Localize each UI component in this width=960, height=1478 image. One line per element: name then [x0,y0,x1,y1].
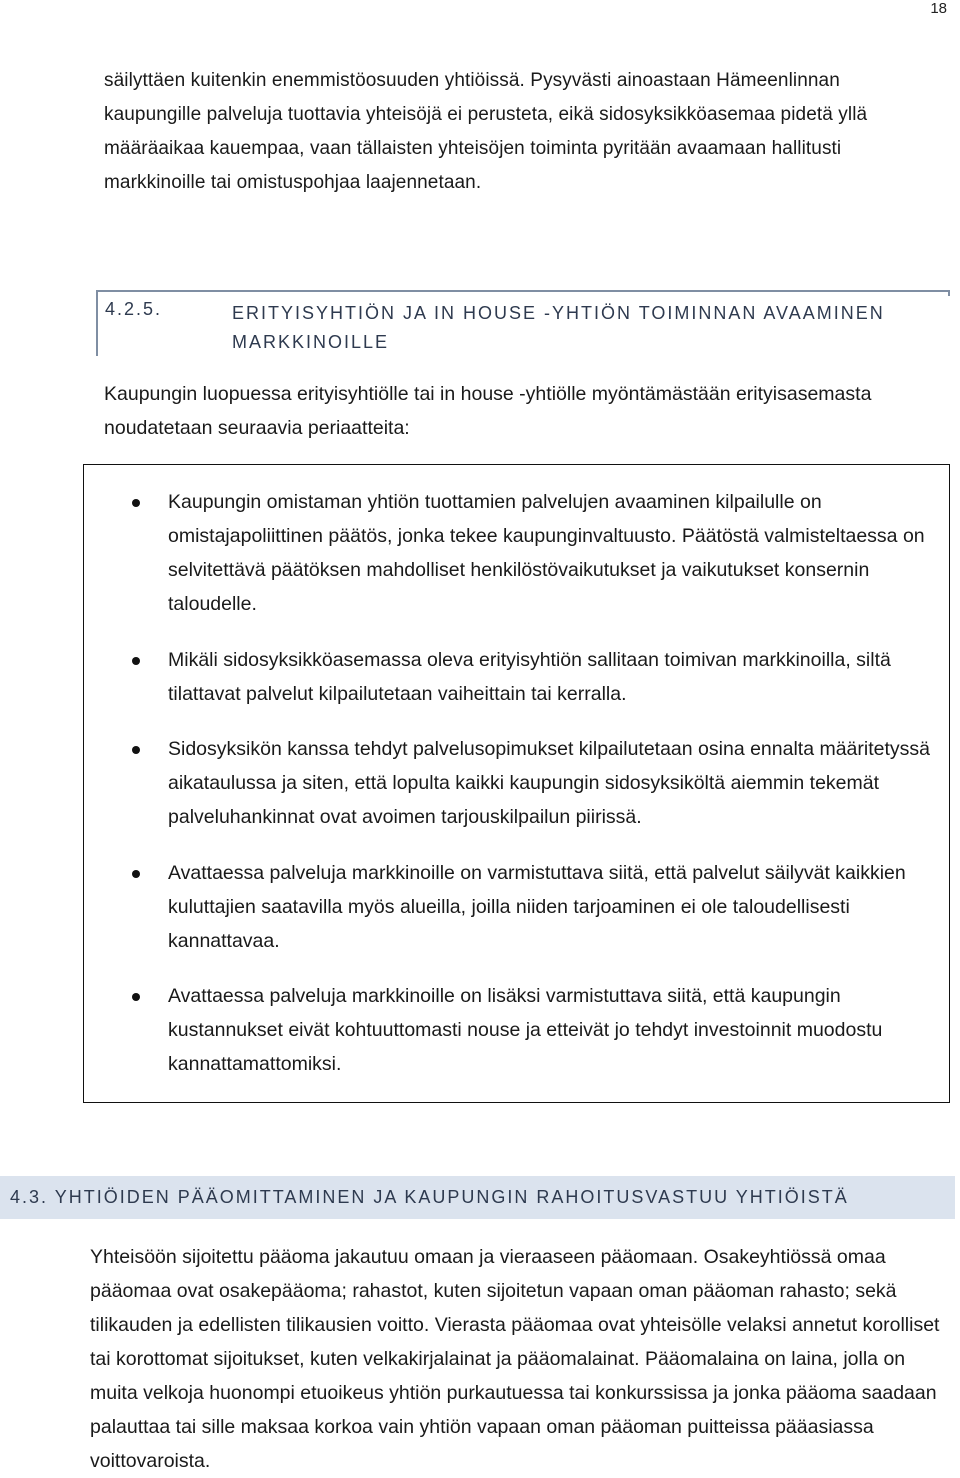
list-item-text: Avattaessa palveluja markkinoille on lisäksi varmistuttava siitä, että kaupungin kustannukset eivät kohtuuttomasti nouse ja etteivät jo tehdyt investoinnit muodostu kannattamattomiksi. [168,985,883,1075]
intro-paragraph: säilyttäen kuitenkin enemmistöosuuden yhtiöissä. Pysyvästi ainoastaan Hämeenlinnan kaupungille palveluja tuottavia yhteisöjä ei perusteta, eikä sidosyksikköasemaa pidetä yllä määräaikaa kauempaa, vaan tällaisten yhteisöjen toiminta pyritään avaamaan hallitusti markkinoille tai omistuspohjaa laajennetaan. [104,70,868,193]
list-item [168,643,938,711]
principles-box [83,464,950,1103]
list-item [168,732,938,834]
list-item [168,485,938,621]
bullet-icon [132,870,140,878]
list-item-text: Kaupungin omistaman yhtiön tuottamien palvelujen avaaminen kilpailulle on omistajapoliittinen päätös, jonka tekee kaupunginvaltuusto. Päätöstä valmisteltaessa on selvitettävä päätöksen mahdolliset henkilöstövaikutukset ja vaikutukset konsernin taloudelle. [168,491,925,615]
heading-border-cap [948,290,950,296]
section-4-3-heading: 4.3. YHTIÖIDEN PÄÄOMITTAMINEN JA KAUPUNGIN RAHOITUSVASTUU YHTIÖISTÄ [10,1187,849,1207]
page-number: 18 [930,0,947,17]
bullet-icon [132,657,140,665]
list-item-text: Sidosyksikön kanssa tehdyt palvelusopimukset kilpailutetaan osina ennalta määritetyssä aikataulussa ja siten, että lopulta kaikki kaupungin sidosyksiköltä aiemmin tekemät palveluhankinnat ovat avoimen tarjouskilpailun piirissä. [168,738,931,828]
bullet-icon [132,499,140,507]
bullet-icon [132,993,140,1001]
section-title: ERITYISYHTIÖN JA IN HOUSE -YHTIÖN TOIMINNAN AVAAMINEN MARKKINOILLE [232,303,885,352]
section-number: 4.2.5. [105,299,163,319]
bullet-icon [132,746,140,754]
list-item-text: Avattaessa palveluja markkinoille on varmistuttava siitä, että palvelut säilyvät kaikkien kuluttajien saatavilla myös alueilla, joilla niiden tarjoaminen ei ole taloudellisesti kannattavaa. [168,862,906,952]
section-4-2-5-heading [96,290,949,356]
list-item [168,979,938,1081]
section-4-3-heading-bar [0,1176,955,1219]
section-lead-paragraph: Kaupungin luopuessa erityisyhtiölle tai in house -yhtiölle myöntämästään erityisasemasta noudatetaan seuraavia periaatteita: [104,383,872,439]
list-item [168,856,938,958]
list-item-text: Mikäli sidosyksikköasemassa oleva erityisyhtiön sallitaan toimivan markkinoilla, siltä tilattavat palvelut kilpailutetaan vaiheittain tai kerralla. [168,649,891,705]
section-4-3-body: Yhteisöön sijoitettu pääoma jakautuu omaan ja vieraaseen pääomaan. Osakeyhtiössä omaa pääomaa ovat osakepääoma; rahastot, kuten sijoitetun vapaan oman pääoman rahasto; sekä tilikauden ja edellisten tilikausien voitto. Vierasta pääomaa ovat yhteisölle velaksi annetut korolliset tai korottomat sijoitukset, kuten velkakirjalainat ja pääomalainat. Pääomalaina on laina, jolla on muita velkoja huonompi etuoikeus yhtiön purkautuessa tai konkurssissa ja jonka pääoma saadaan palauttaa tai sille maksaa korkoa vain yhtiön vapaan oman pääoman puitteissa pääasiassa voittovaroista. [90,1246,940,1472]
